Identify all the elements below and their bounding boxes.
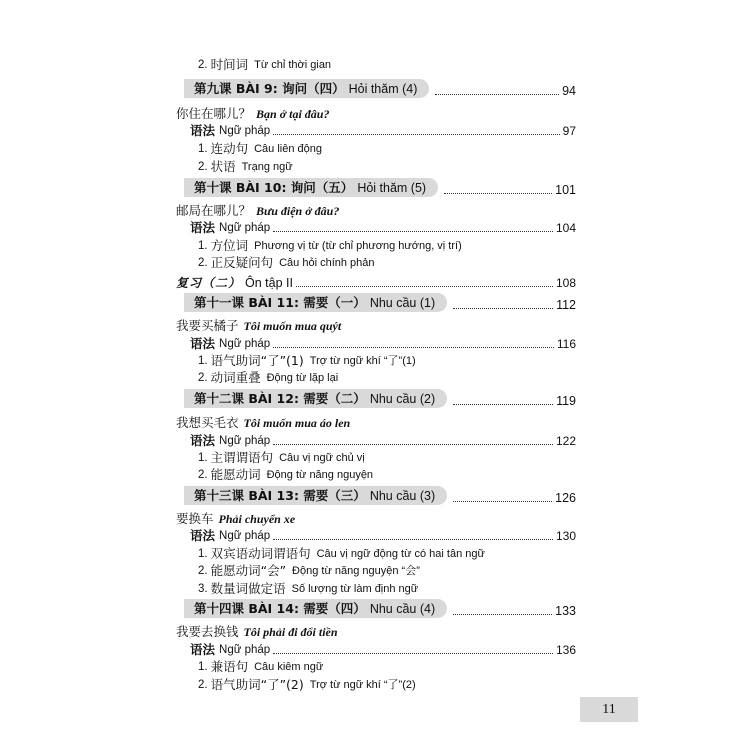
subpoint-number: 1. (198, 452, 208, 464)
toc-lesson-11[interactable] (176, 292, 576, 312)
dot-leader (453, 501, 552, 502)
toc-subpoint (176, 654, 576, 674)
page-ref: 101 (555, 183, 576, 197)
page-ref: 122 (555, 434, 576, 448)
subpoint-number: 1. (198, 548, 208, 560)
subpoint-vietnamese: Trợ từ ngữ khí “了”(2) (309, 679, 416, 691)
grammar-vietnamese: Ngữ pháp (219, 435, 271, 447)
page-ref: 94 (562, 84, 576, 98)
grammar-vietnamese: Ngữ pháp (219, 530, 271, 542)
subpoint-number: 2. (198, 469, 208, 481)
page-ref: 112 (556, 298, 576, 312)
subpoint-number: 1. (198, 355, 208, 367)
page-ref: 130 (555, 529, 576, 543)
subpoint-vietnamese: Trạng ngữ (241, 161, 293, 173)
lesson-subtitle: Nhu cầu (1) (369, 295, 436, 310)
toc-review[interactable] (176, 270, 576, 290)
review-chinese: 复习（二） (176, 276, 242, 290)
subpoint-chinese: 动词重叠 (210, 370, 261, 385)
subpoint-vietnamese: Động từ lặp lại (266, 372, 339, 384)
toc-grammar[interactable] (176, 118, 576, 138)
toc-subpoint (176, 576, 576, 596)
lesson-label (184, 389, 447, 408)
subpoint-number: 1. (198, 240, 208, 252)
subpoint-number: 2. (198, 257, 208, 269)
page-ref: 126 (555, 491, 576, 505)
page-ref: 119 (556, 394, 576, 408)
grammar-chinese: 语法 (190, 123, 216, 138)
dot-leader (444, 193, 552, 194)
lesson-title: 第十课 BÀI 10: 询问（五） (194, 179, 354, 195)
toc-subpoint (176, 52, 576, 72)
page-ref: 116 (556, 337, 576, 351)
toc-subpoint (176, 462, 576, 482)
grammar-chinese: 语法 (190, 220, 216, 235)
dot-leader (273, 134, 559, 135)
lesson-title: 第十三课 BÀI 13: 需要（三） (194, 487, 366, 503)
toc-lesson-14[interactable] (176, 598, 576, 618)
page-ref: 97 (562, 124, 576, 138)
toc-subpoint (176, 250, 576, 270)
page-ref: 133 (555, 604, 576, 618)
toc-dialogue (176, 410, 576, 430)
lesson-label (184, 486, 447, 505)
subpoint-chinese: 兼语句 (210, 659, 249, 674)
grammar-chinese: 语法 (190, 336, 216, 351)
dialogue-chinese: 要换车 (176, 511, 214, 526)
dot-leader (453, 614, 552, 615)
subpoint-chinese: 语气助词“了”(2) (210, 677, 304, 692)
dialogue-vietnamese: Bạn ở tại đâu? (256, 107, 330, 121)
subpoint-number: 1. (198, 661, 208, 673)
subpoint-vietnamese: Động từ năng nguyện (266, 469, 374, 481)
subpoint-vietnamese: Phương vị từ (từ chỉ phương hướng, vị trí) (254, 240, 462, 252)
toc-lesson-9[interactable] (176, 78, 576, 98)
dialogue-chinese: 我想买毛衣 (176, 415, 239, 430)
grammar-chinese: 语法 (190, 528, 216, 543)
subpoint-vietnamese: Từ chỉ thời gian (254, 59, 332, 71)
lesson-title: 第十二课 BÀI 12: 需要（二） (194, 390, 366, 406)
subpoint-chinese: 语气助词“了”(1) (210, 353, 304, 368)
lesson-title: 第九课 BÀI 9: 询问（四） (194, 80, 345, 96)
lesson-title: 第十四课 BÀI 14: 需要（四） (194, 600, 366, 616)
lesson-subtitle: Hỏi thăm (4) (348, 81, 418, 96)
grammar-chinese: 语法 (190, 642, 216, 657)
toc-lesson-13[interactable] (176, 485, 576, 505)
page-ref: 108 (555, 276, 576, 290)
subpoint-chinese: 连动句 (210, 141, 249, 156)
subpoint-number: 3. (198, 583, 208, 595)
grammar-vietnamese: Ngữ pháp (219, 644, 271, 656)
subpoint-number: 2. (198, 59, 208, 71)
subpoint-chinese: 双宾语动词谓语句 (210, 546, 311, 561)
dot-leader (273, 231, 553, 232)
subpoint-vietnamese: Động từ năng nguyện “会” (292, 565, 420, 577)
subpoint-number: 2. (198, 679, 208, 691)
subpoint-chinese: 数量词做定语 (210, 581, 286, 596)
review-vietnamese: Ôn tập II (245, 276, 293, 290)
dot-leader (435, 94, 559, 95)
grammar-chinese: 语法 (190, 433, 216, 448)
subpoint-vietnamese: Trợ từ ngữ khí “了”(1) (309, 355, 416, 367)
subpoint-vietnamese: Số lượng từ làm định ngữ (291, 583, 419, 595)
lesson-subtitle: Nhu cầu (4) (369, 601, 436, 616)
subpoint-chinese: 时间词 (210, 57, 249, 72)
toc-subpoint (176, 136, 576, 156)
subpoint-chinese: 方位词 (210, 238, 249, 253)
page-ref: 136 (555, 643, 576, 657)
dialogue-chinese: 你住在哪儿？ (176, 106, 252, 121)
dot-leader (296, 286, 553, 287)
subpoint-chinese: 正反疑问句 (210, 255, 274, 270)
subpoint-number: 2. (198, 161, 208, 173)
dot-leader (453, 404, 553, 405)
toc-subpoint (176, 154, 576, 174)
lesson-subtitle: Nhu cầu (3) (369, 488, 436, 503)
page-number: 11 (580, 697, 638, 722)
toc-dialogue (176, 313, 576, 333)
dot-leader (273, 539, 553, 540)
dialogue-vietnamese: Phải chuyển xe (218, 512, 296, 526)
dialogue-vietnamese: Tôi muốn mua quýt (243, 319, 342, 333)
dialogue-chinese: 邮局在哪儿？ (176, 203, 252, 218)
subpoint-vietnamese: Câu vị ngữ chủ vị (279, 452, 365, 464)
grammar-vietnamese: Ngữ pháp (219, 222, 271, 234)
dialogue-chinese: 我要去换钱 (176, 624, 239, 639)
lesson-label (184, 178, 438, 197)
dialogue-vietnamese: Tôi phải đi đổi tiền (243, 625, 338, 639)
subpoint-chinese: 主谓谓语句 (210, 450, 274, 465)
dialogue-vietnamese: Bưu điện ở đâu? (256, 204, 340, 218)
toc-grammar[interactable] (176, 215, 576, 235)
subpoint-chinese: 能愿动词“会” (210, 563, 287, 578)
dialogue-chinese: 我要买橘子 (176, 318, 239, 333)
subpoint-chinese: 状语 (210, 159, 236, 174)
toc-lesson-10[interactable] (176, 177, 576, 197)
toc-subpoint (176, 672, 576, 692)
lesson-subtitle: Nhu cầu (2) (369, 391, 436, 406)
toc-grammar[interactable] (176, 523, 576, 543)
subpoint-number: 2. (198, 565, 208, 577)
page-ref: 104 (555, 221, 576, 235)
lesson-title: 第十一课 BÀI 11: 需要（一） (194, 294, 366, 310)
grammar-vietnamese: Ngữ pháp (219, 338, 271, 350)
lesson-label (184, 79, 429, 98)
dialogue-vietnamese: Tôi muốn mua áo len (243, 416, 351, 430)
subpoint-vietnamese: Câu vị ngữ động từ có hai tân ngữ (316, 548, 485, 560)
dot-leader (453, 308, 553, 309)
subpoint-number: 2. (198, 372, 208, 384)
subpoint-chinese: 能愿动词 (210, 467, 261, 482)
toc-subpoint (176, 365, 576, 385)
lesson-label (184, 599, 447, 618)
subpoint-vietnamese: Câu kiêm ngữ (254, 661, 324, 673)
subpoint-vietnamese: Câu liên động (254, 143, 322, 155)
toc-subpoint (176, 558, 576, 578)
lesson-label (184, 293, 447, 312)
toc-lesson-12[interactable] (176, 388, 576, 408)
grammar-vietnamese: Ngữ pháp (219, 125, 271, 137)
toc-dialogue (176, 619, 576, 639)
lesson-subtitle: Hỏi thăm (5) (357, 180, 427, 195)
subpoint-number: 1. (198, 143, 208, 155)
subpoint-vietnamese: Câu hỏi chính phản (279, 257, 375, 269)
